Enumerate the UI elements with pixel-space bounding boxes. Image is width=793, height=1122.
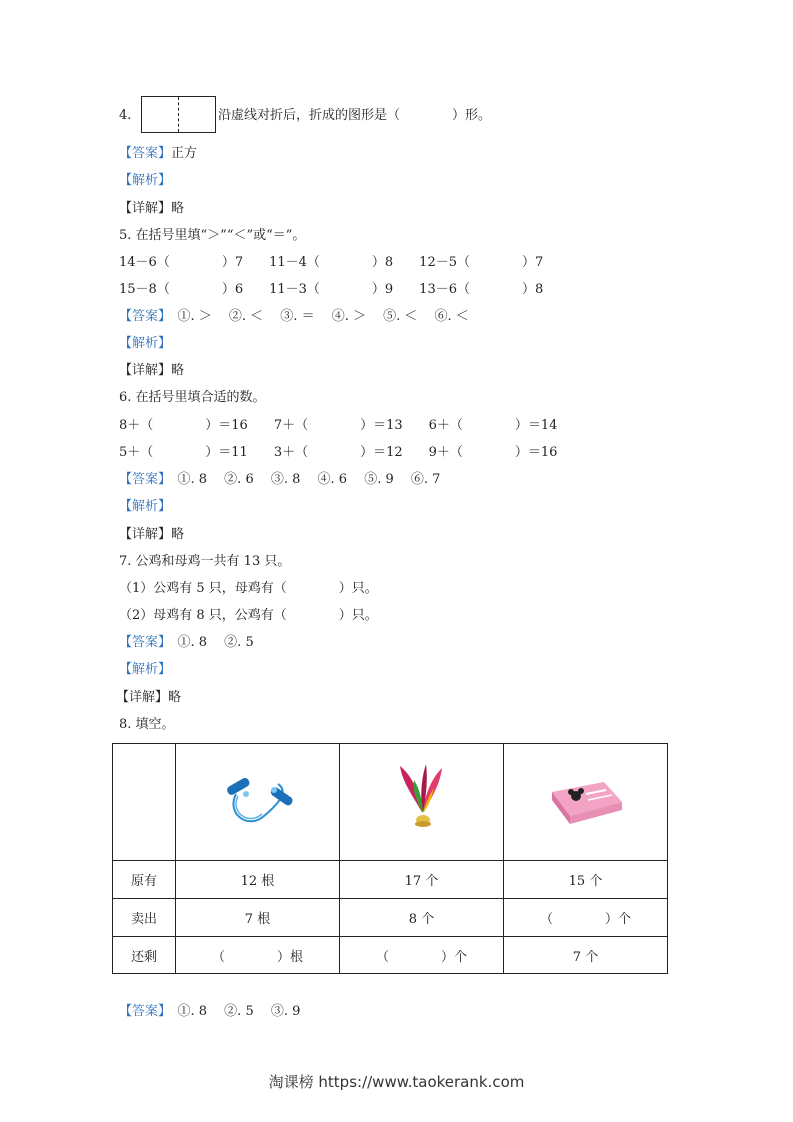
q5-analysis-tag: 【解析】 — [119, 336, 172, 351]
table-row — [113, 937, 668, 974]
q6-analysis-tag: 【解析】 — [119, 499, 172, 514]
fold-rectangle — [141, 96, 216, 133]
q7-answer — [119, 634, 254, 652]
shuttlecock-cell — [340, 744, 504, 861]
q7-title: 7. 公鸡和母鸡一共有 13 只。 — [119, 554, 291, 569]
pencil-case-cell — [504, 744, 668, 861]
table-cell: （ ）个 — [340, 937, 504, 974]
q7-sub-2: （2）母鸡有 8 只，公鸡有（ ）只。 — [119, 608, 378, 623]
q4-answer — [119, 145, 197, 163]
row-label-original: 原有 — [113, 861, 176, 899]
table-cell: （ ）个 — [504, 899, 668, 937]
q7-analysis-tag: 【解析】 — [119, 662, 172, 677]
answer-tag: 【答案】 — [119, 1004, 165, 1019]
q4-text: 沿虚线对折后，折成的图形是（ ）形。 — [218, 108, 492, 123]
detail-tag: 【详解】 — [119, 201, 172, 216]
table-cell: 8 个 — [340, 899, 504, 937]
q5-title: 5. 在括号里填“＞”“＜”或“＝”。 — [119, 228, 306, 243]
table-cell: 7 个 — [504, 937, 668, 974]
pencil-case-icon — [546, 772, 626, 832]
detail-text: 略 — [171, 201, 185, 216]
table-cell: 12 根 — [176, 861, 340, 899]
table-cell: （ ）根 — [176, 937, 340, 974]
detail-text: 略 — [168, 690, 182, 705]
q5-row-1: 14－6（ ）7 11－4（ ）8 12－5（ ）7 — [119, 255, 544, 270]
q8-title: 8. 填空。 — [119, 717, 175, 732]
detail-tag: 【详解】 — [116, 690, 169, 705]
q6-answer — [119, 471, 440, 489]
row-label-remaining: 还剩 — [113, 937, 176, 974]
detail-tag: 【详解】 — [119, 363, 172, 378]
q5-detail — [119, 362, 184, 380]
detail-tag: 【详解】 — [119, 527, 172, 542]
table-cell: 15 个 — [504, 861, 668, 899]
q5-answer — [119, 308, 469, 326]
q8-table — [112, 743, 668, 974]
q8-answer — [119, 1003, 300, 1021]
answer-text: ①. ＞ ②. ＜ ③. ＝ ④. ＞ ⑤. ＜ ⑥. ＜ — [164, 309, 469, 324]
q6-row-2: 5＋（ ）＝11 3＋（ ）＝12 9＋（ ）＝16 — [119, 445, 558, 460]
jump-rope-icon — [218, 772, 298, 832]
table-row — [113, 861, 668, 899]
site-footer: 淘课榜 https://www.taokerank.com — [268, 1073, 525, 1091]
row-label-sold: 卖出 — [113, 899, 176, 937]
table-row — [113, 744, 668, 861]
answer-tag: 【答案】 — [119, 472, 165, 487]
fold-dashed-line — [178, 97, 179, 132]
shuttlecock-icon — [392, 762, 452, 842]
q5-row-2: 15－8（ ）6 11－3（ ）9 13－6（ ）8 — [119, 282, 544, 297]
q6-row-1: 8＋（ ）＝16 7＋（ ）＝13 6＋（ ）＝14 — [119, 418, 558, 433]
answer-text: ①. 8 ②. 6 ③. 8 ④. 6 ⑤. 9 ⑥. 7 — [164, 472, 441, 487]
table-cell: 17 个 — [340, 861, 504, 899]
q4-detail — [119, 200, 184, 218]
q7-sub-1: （1）公鸡有 5 只，母鸡有（ ）只。 — [119, 581, 378, 596]
answer-tag: 【答案】 — [119, 146, 172, 161]
q6-title: 6. 在括号里填合适的数。 — [119, 390, 266, 405]
answer-text: ①. 8 ②. 5 ③. 9 — [164, 1004, 301, 1019]
q7-detail — [116, 689, 181, 707]
answer-tag: 【答案】 — [119, 309, 165, 324]
q6-detail — [119, 526, 184, 544]
detail-text: 略 — [171, 527, 185, 542]
corner-cell — [113, 744, 176, 861]
q4-number: 4. — [119, 108, 132, 123]
answer-tag: 【答案】 — [119, 635, 165, 650]
table-row — [113, 899, 668, 937]
answer-text: ①. 8 ②. 5 — [164, 635, 254, 650]
jump-rope-cell — [176, 744, 340, 861]
detail-text: 略 — [171, 363, 185, 378]
q4-analysis-tag: 【解析】 — [119, 173, 172, 188]
answer-text: 正方 — [171, 146, 198, 161]
table-cell: 7 根 — [176, 899, 340, 937]
